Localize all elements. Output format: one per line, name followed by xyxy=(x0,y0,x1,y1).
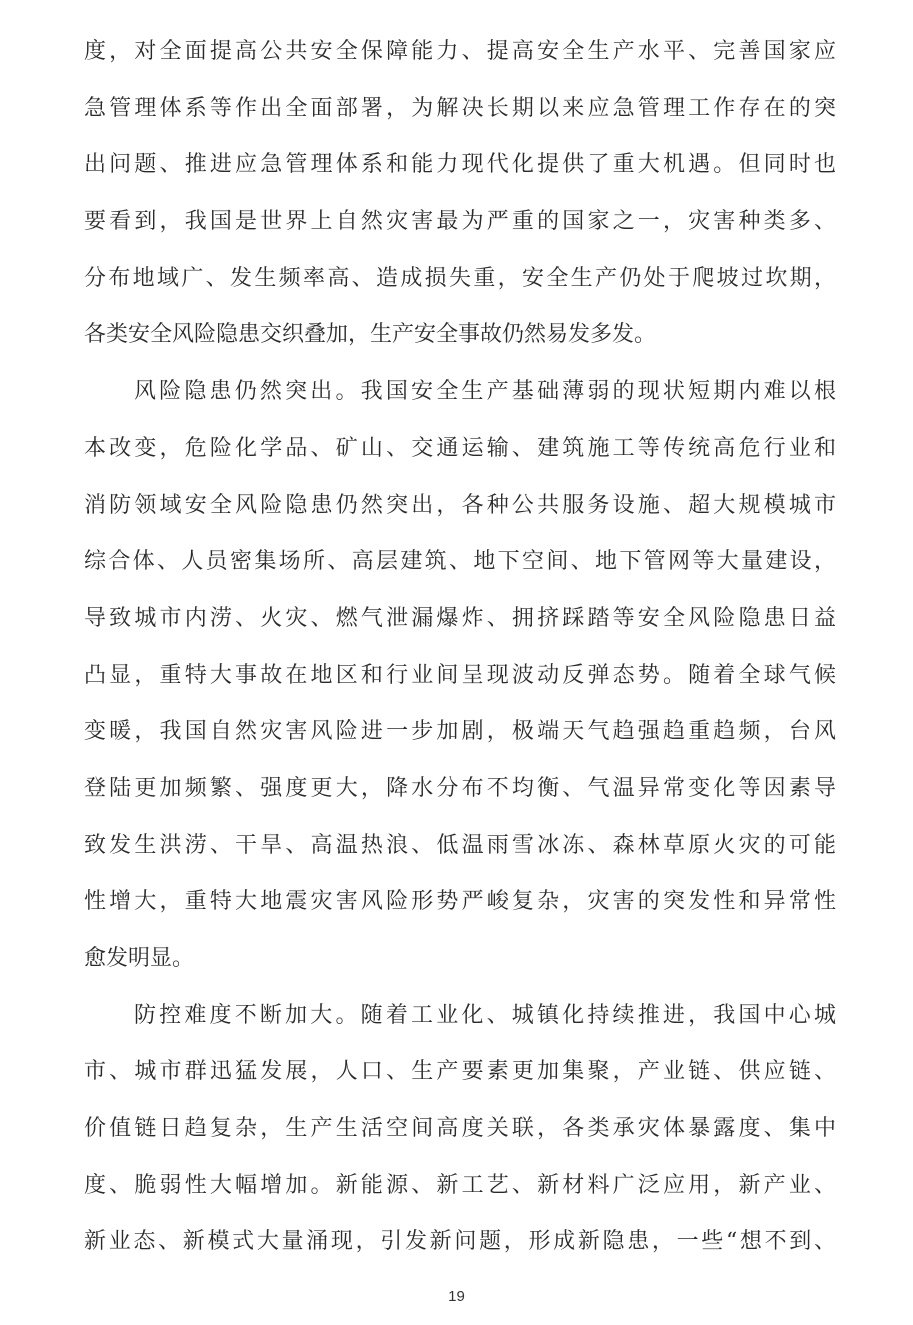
text-line: 消防领域安全风险隐患仍然突出，各种公共服务设施、超大规模城市 xyxy=(84,492,836,518)
text-line: 度，对全面提高公共安全保障能力、提高安全生产水平、完善国家应 xyxy=(84,39,836,64)
text-line: 防控难度不断加大。随着工业化、城镇化持续推进，我国中心城 xyxy=(134,1002,836,1028)
text-line: 度、脆弱性大幅增加。新能源、新工艺、新材料广泛应用，新产业、 xyxy=(84,1172,836,1198)
page-number: 19 xyxy=(448,1288,465,1305)
text-line: 综合体、人员密集场所、高层建筑、地下空间、地下管网等大量建设， xyxy=(84,549,836,575)
text-line: 急管理体系等作出全面部署，为解决长期以来应急管理工作存在的突 xyxy=(84,95,836,121)
text-line: 分布地域广、发生频率高、造成损失重，安全生产仍处于爬坡过坎期， xyxy=(84,265,836,291)
text-line: 市、城市群迅猛发展，人口、生产要素更加集聚，产业链、供应链、 xyxy=(84,1059,836,1085)
text-line: 要看到，我国是世界上自然灾害最为严重的国家之一，灾害种类多、 xyxy=(84,209,836,235)
text-line: 出问题、推进应急管理体系和能力现代化提供了重大机遇。但同时也 xyxy=(84,152,836,178)
text-line: 变暖，我国自然灾害风险进一步加剧，极端天气趋强趋重趋频，台风 xyxy=(84,719,836,745)
text-line: 风险隐患仍然突出。我国安全生产基础薄弱的现状短期内难以根 xyxy=(134,379,836,405)
text-line: 凸显，重特大事故在地区和行业间呈现波动反弹态势。随着全球气候 xyxy=(84,662,836,688)
text-line: 新业态、新模式大量涌现，引发新问题，形成新隐患，一些“想不到、 xyxy=(84,1229,836,1255)
text-line: 本改变，危险化学品、矿山、交通运输、建筑施工等传统高危行业和 xyxy=(84,435,836,461)
text-line: 导致城市内涝、火灾、燃气泄漏爆炸、拥挤踩踏等安全风险隐患日益 xyxy=(84,605,836,631)
text-line: 愈发明显。 xyxy=(84,946,195,971)
text-line: 各类安全风险隐患交织叠加，生产安全事故仍然易发多发。 xyxy=(84,322,657,348)
text-line: 致发生洪涝、干旱、高温热浪、低温雨雪冰冻、森林草原火灾的可能 xyxy=(84,832,836,858)
body-text xyxy=(84,24,836,1271)
text-line: 性增大，重特大地震灾害风险形势严峻复杂，灾害的突发性和异常性 xyxy=(84,889,836,915)
text-line: 登陆更加频繁、强度更大，降水分布不均衡、气温异常变化等因素导 xyxy=(84,775,836,801)
text-line: 价值链日趋复杂，生产生活空间高度关联，各类承灾体暴露度、集中 xyxy=(84,1116,836,1142)
